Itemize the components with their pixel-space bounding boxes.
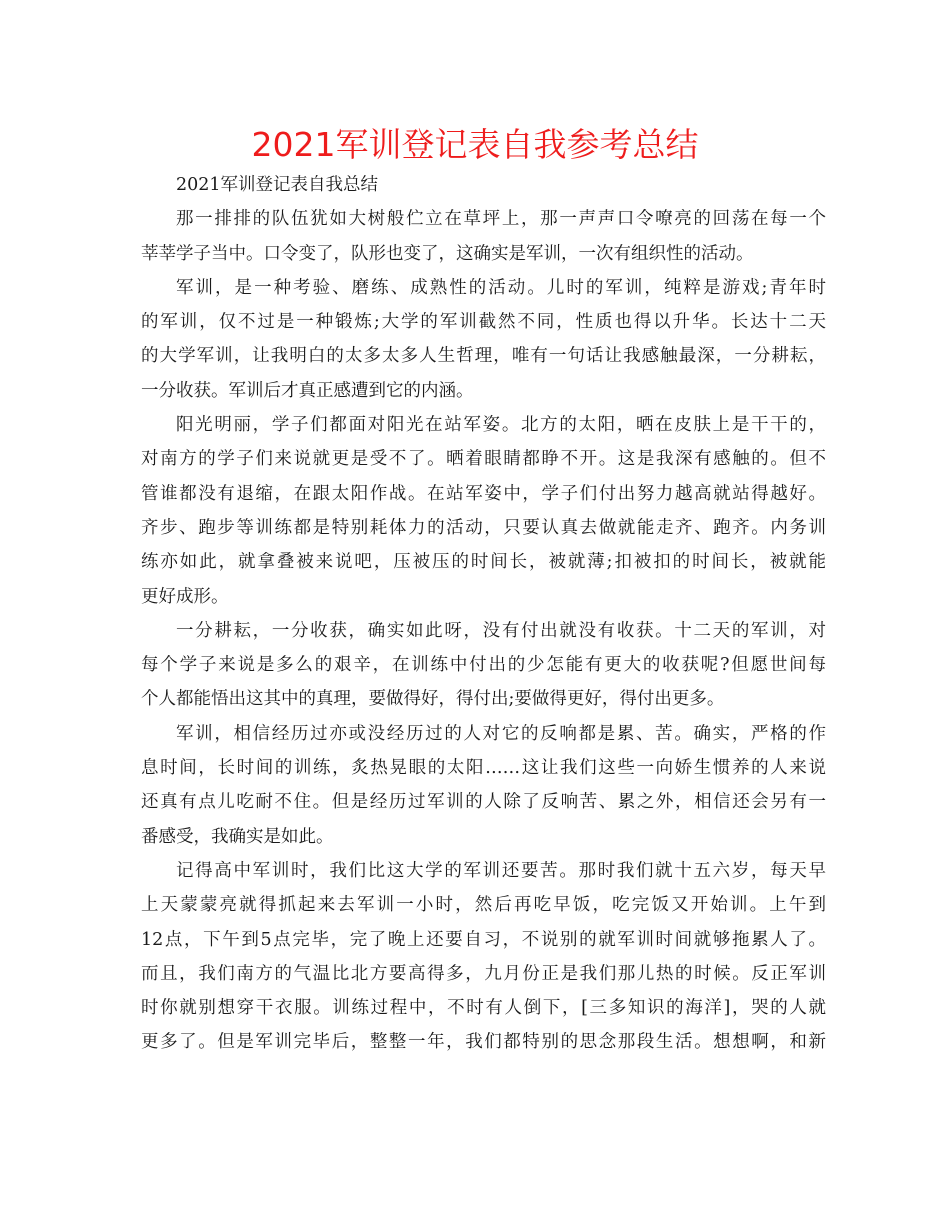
- text-line: 阳光明丽，学子们都面对阳光在站军姿。北方的太阳，晒在皮肤上是干干的，: [176, 415, 826, 436]
- text-line: 对南方的学子们来说就更是受不了。晒着眼睛都睁不开。这是我深有感触的。但不: [141, 449, 826, 470]
- text-line: 番感受，我确实是如此。: [141, 826, 334, 847]
- text-line: 息时间，长时间的训练，炙热晃眼的太阳……这让我们这些一向娇生惯养的人来说: [141, 758, 826, 779]
- text-line: 军训，相信经历过亦或没经历过的人对它的反响都是累、苦。确实，严格的作: [176, 723, 826, 744]
- text-line: 一分耕耘，一分收获，确实如此呀，没有付出就没有收获。十二天的军训，对: [176, 620, 826, 641]
- text-line: 练亦如此，就拿叠被来说吧，压被压的时间长，被就薄;扣被扣的时间长，被就能: [141, 552, 826, 573]
- text-line: 莘莘学子当中。口令变了，队形也变了，这确实是军训，一次有组织性的活动。: [141, 243, 754, 264]
- text-line: 而且，我们南方的气温比北方要高得多，九月份正是我们那儿热的时候。反正军训: [141, 963, 826, 984]
- text-line: 12点，下午到5点完毕，完了晚上还要自习，不说别的就军训时间就够拖累人了。: [141, 929, 826, 950]
- text-line: 齐步、跑步等训练都是特别耗体力的活动，只要认真去做就能走齐、跑齐。内务训: [141, 517, 826, 538]
- text-line: 的大学军训，让我明白的太多太多人生哲理，唯有一句话让我感触最深，一分耕耘，: [141, 346, 826, 367]
- document-title: 2021军训登记表自我参考总结: [251, 125, 699, 164]
- text-line: 上天蒙蒙亮就得抓起来去军训一小时，然后再吃早饭，吃完饭又开始训。上午到: [141, 895, 826, 916]
- text-line: 军训，是一种考验、磨练、成熟性的活动。儿时的军训，纯粹是游戏;青年时: [176, 277, 826, 298]
- text-line: 一分收获。军训后才真正感遭到它的内涵。: [141, 380, 474, 401]
- text-line: 管谁都没有退缩，在跟太阳作战。在站军姿中，学子们付出努力越高就站得越好。: [141, 483, 826, 504]
- text-line: 时你就别想穿干衣服。训练过程中，不时有人倒下，[三多知识的海洋]，哭的人就: [141, 998, 826, 1019]
- text-line: 更好成形。: [141, 586, 229, 607]
- text-line: 还真有点儿吃耐不住。但是经历过军训的人除了反响苦、累之外，相信还会另有一: [141, 792, 826, 813]
- document-body: [141, 168, 826, 1060]
- text-line: 的军训，仅不过是一种锻炼;大学的军训截然不同，性质也得以升华。长达十二天: [141, 312, 826, 333]
- text-line: 每个学子来说是多么的艰辛，在训练中付出的少怎能有更大的收获呢?但愿世间每: [141, 655, 826, 676]
- text-line: 2021军训登记表自我总结: [176, 175, 379, 195]
- text-line: 个人都能悟出这其中的真理，要做得好，得付出;要做得更好，得付出更多。: [141, 689, 725, 710]
- text-line: 更多了。但是军训完毕后，整整一年，我们都特别的思念那段生活。想想啊，和新: [141, 1032, 826, 1053]
- text-line: 那一排排的队伍犹如大树般伫立在草坪上，那一声声口令嘹亮的回荡在每一个: [176, 209, 826, 230]
- text-line: 记得高中军训时，我们比这大学的军训还要苦。那时我们就十五六岁，每天早: [176, 860, 826, 881]
